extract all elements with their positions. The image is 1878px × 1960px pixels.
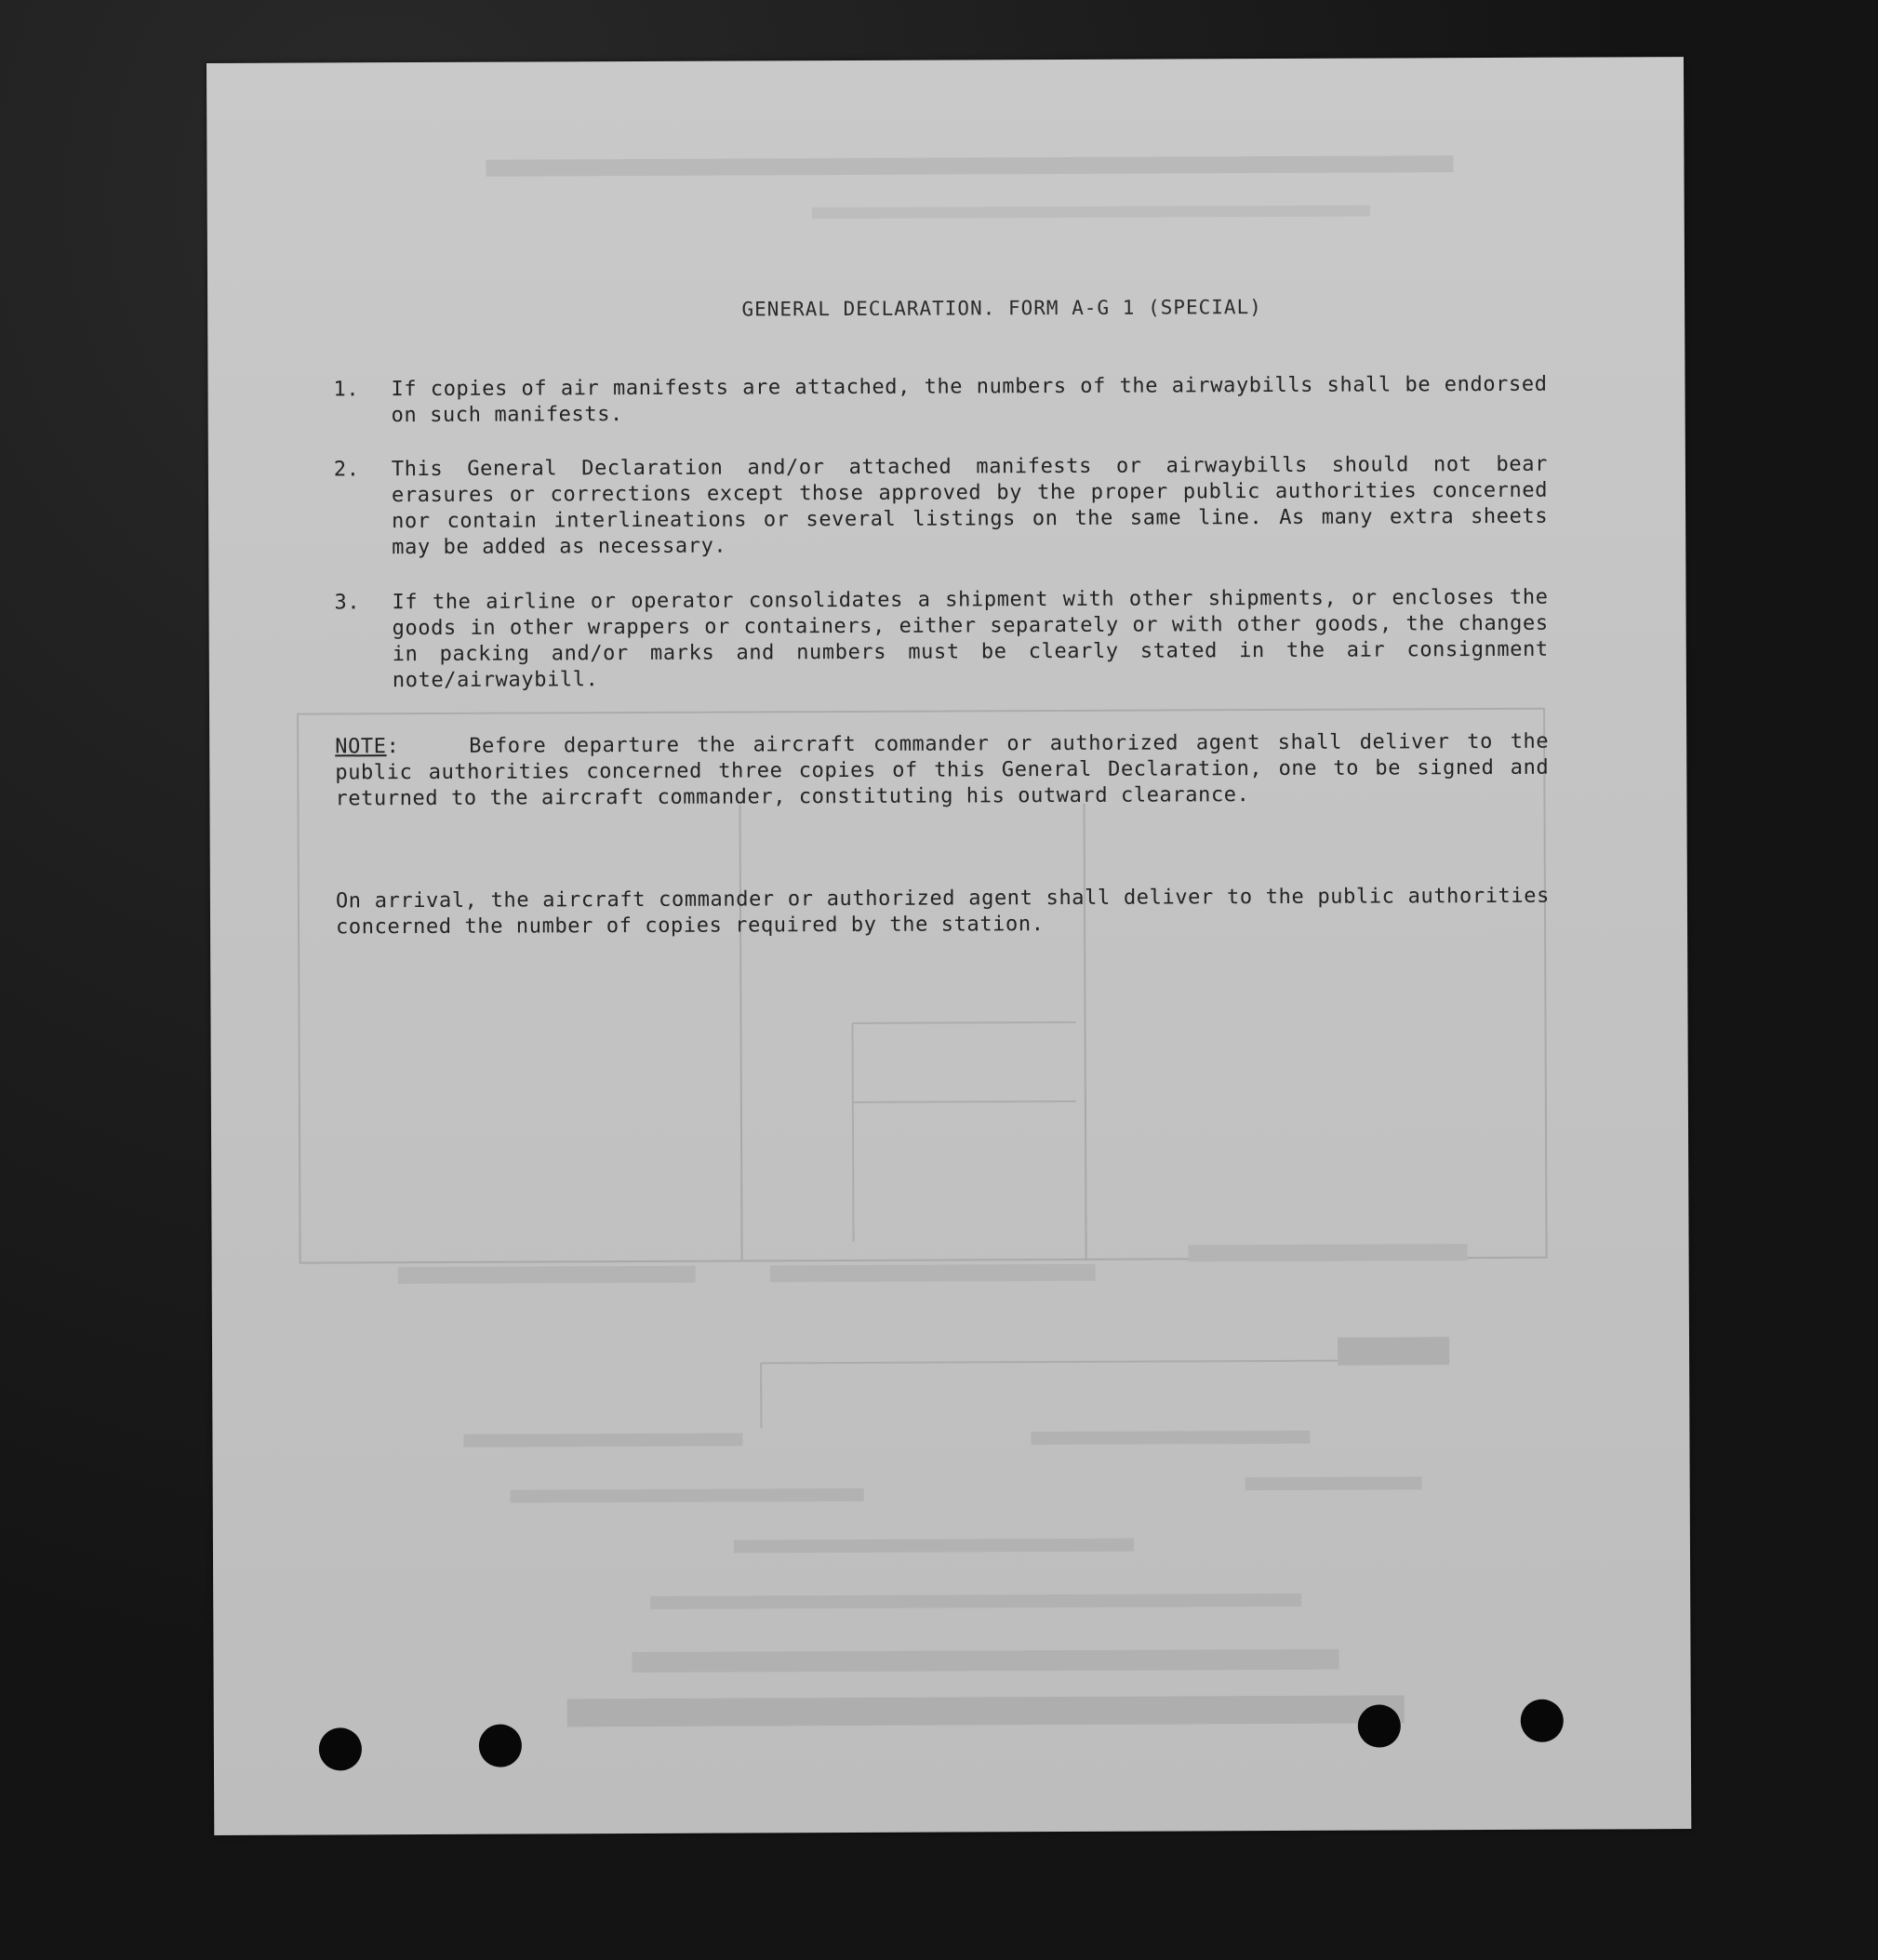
note-text: Before departure the aircraft commander or authorized agent shall deliver to the public authorities concerned three copies of this General Declaration, one to be signed and returned to the aircraft commander, constituting his outward clearance.	[335, 729, 1550, 811]
reverse-side-bleed-through	[206, 57, 1691, 1835]
item-number: 3.	[334, 591, 361, 615]
item-number: 1.	[333, 378, 360, 402]
list-item	[334, 585, 1548, 695]
punch-hole	[1358, 1704, 1401, 1747]
item-text: If the airline or operator consolidates a shipment with other shipments, or encloses the goods in other wrappers or containers, either separately or with other goods, the changes in packing and/or marks and numbers must be clearly stated in the air consignment note/airwaybill.	[392, 585, 1549, 693]
note-label: NOTE	[335, 735, 387, 759]
arrival-paragraph: On arrival, the aircraft commander or authorized agent shall deliver to the public authorities concerned the number of copies required by the station.	[335, 884, 1550, 940]
page-title: GENERAL DECLARATION. FORM A-G 1 (SPECIAL)	[741, 296, 1262, 321]
punch-hole	[319, 1727, 362, 1770]
item-number: 2.	[333, 458, 360, 482]
list-item	[333, 372, 1547, 430]
punch-hole	[1521, 1700, 1564, 1742]
list-item	[334, 452, 1548, 562]
note-colon: :	[386, 734, 470, 759]
item-text: If copies of air manifests are attached, the numbers of the airwaybills shall be endorsed on such manifests.	[391, 372, 1548, 428]
punch-hole	[479, 1725, 522, 1767]
document-page	[206, 57, 1691, 1835]
note-paragraph	[335, 729, 1549, 813]
item-text: This General Declaration and/or attached manifests or airwaybills should not bear erasures or corrections except those approved by the proper public authorities concerned nor contain interlineations or several listings on the same line. As many extra sheets may be added as necessary.	[391, 452, 1549, 560]
